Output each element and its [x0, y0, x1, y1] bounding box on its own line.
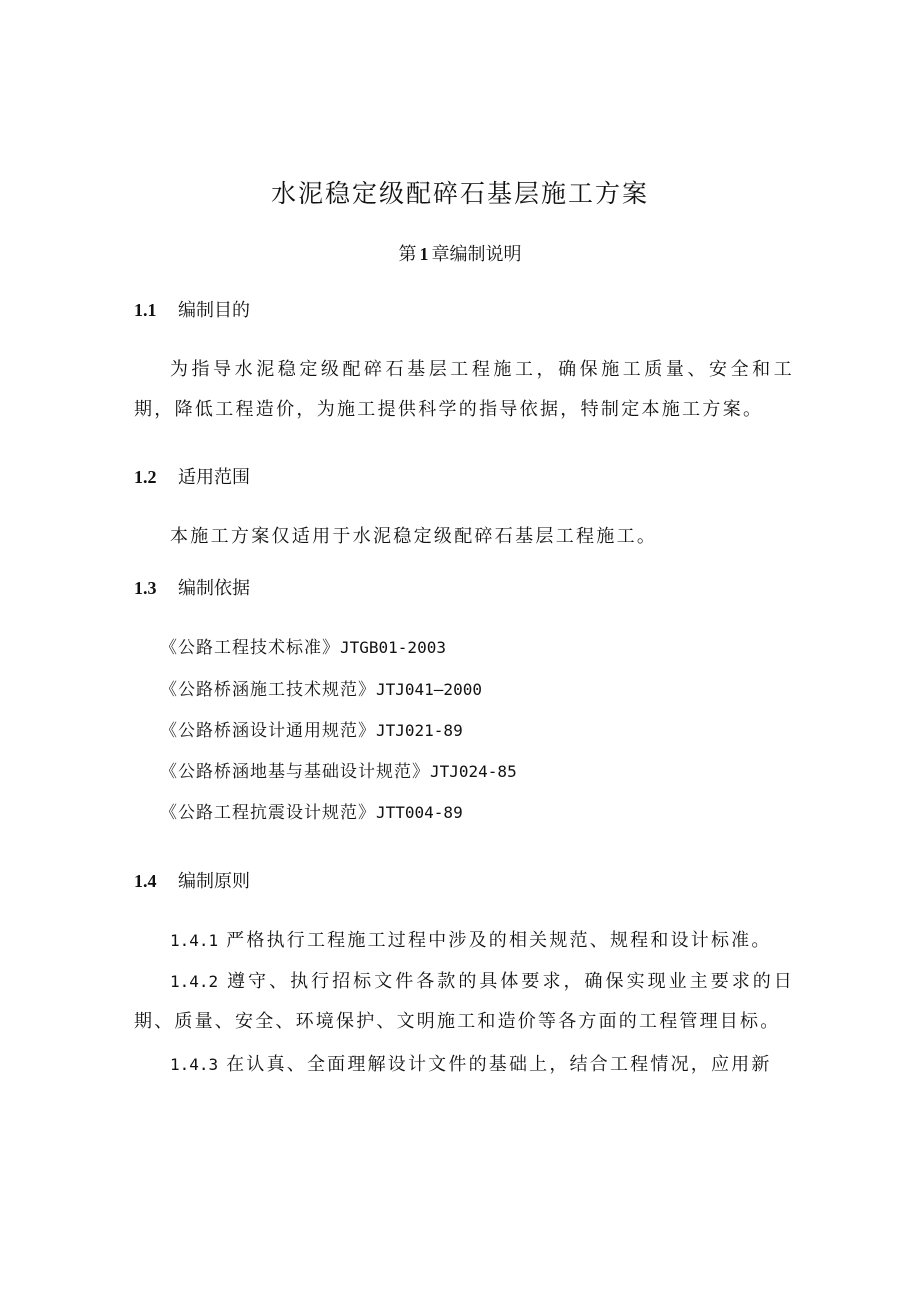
principle-item — [134, 921, 794, 961]
section-number: 1.4 — [134, 871, 157, 891]
section-heading-1-4 — [134, 867, 250, 896]
principle-number: 1.4.1 — [170, 931, 219, 950]
section-title: 编制目的 — [178, 300, 250, 321]
section-heading-1-2 — [134, 463, 250, 492]
reference-item — [160, 634, 446, 662]
principle-text: 严格执行工程施工过程中涉及的相关规范、规程和设计标准。 — [226, 930, 772, 951]
chapter-number: 1 — [419, 244, 429, 264]
reference-title: 《公路桥涵地基与基础设计规范》 — [160, 762, 430, 782]
reference-item — [160, 758, 517, 786]
principle-text: 在认真、全面理解设计文件的基础上，结合工程情况，应用新 — [226, 1054, 772, 1075]
chapter-heading — [0, 240, 920, 269]
reference-item — [160, 676, 482, 704]
reference-title: 《公路工程技术标准》 — [160, 638, 340, 658]
reference-code: JTJ041—2000 — [376, 680, 482, 699]
section-title: 编制原则 — [178, 871, 250, 892]
reference-code: JTGB01-2003 — [340, 638, 446, 657]
principle-number: 1.4.3 — [170, 1055, 219, 1074]
reference-title: 《公路工程抗震设计规范》 — [160, 803, 376, 823]
reference-title: 《公路桥涵设计通用规范》 — [160, 721, 376, 741]
principle-text: 遵守、执行招标文件各款的具体要求，确保实现业主要求的日期、质量、安全、环境保护、文明施工和造价等各方面的工程管理目标。 — [134, 971, 794, 1032]
reference-title: 《公路桥涵施工技术规范》 — [160, 680, 376, 700]
section-number: 1.2 — [134, 467, 157, 487]
principle-item — [134, 962, 794, 1042]
principle-number: 1.4.2 — [170, 972, 219, 991]
principle-item — [134, 1045, 794, 1085]
section-heading-1-1 — [134, 296, 250, 325]
section-paragraph-1-1: 为指导水泥稳定级配碎石基层工程施工，确保施工质量、安全和工期，降低工程造价，为施工提供科学的指导依据，特制定本施工方案。 — [134, 359, 794, 420]
reference-item — [160, 799, 463, 827]
section-title: 编制依据 — [178, 578, 250, 599]
chapter-prefix: 第 — [398, 244, 417, 265]
reference-code: JTT004-89 — [376, 803, 463, 822]
section-paragraph-1-2: 本施工方案仅适用于水泥稳定级配碎石基层工程施工。 — [170, 526, 658, 547]
reference-item — [160, 717, 463, 745]
document-title: 水泥稳定级配碎石基层施工方案 — [270, 179, 649, 208]
chapter-title: 章编制说明 — [431, 244, 522, 265]
reference-code: JTJ021-89 — [376, 721, 463, 740]
section-number: 1.1 — [134, 300, 157, 320]
reference-code: JTJ024-85 — [430, 762, 517, 781]
section-title: 适用范围 — [178, 467, 250, 488]
section-number: 1.3 — [134, 578, 157, 598]
section-heading-1-3 — [134, 574, 250, 603]
